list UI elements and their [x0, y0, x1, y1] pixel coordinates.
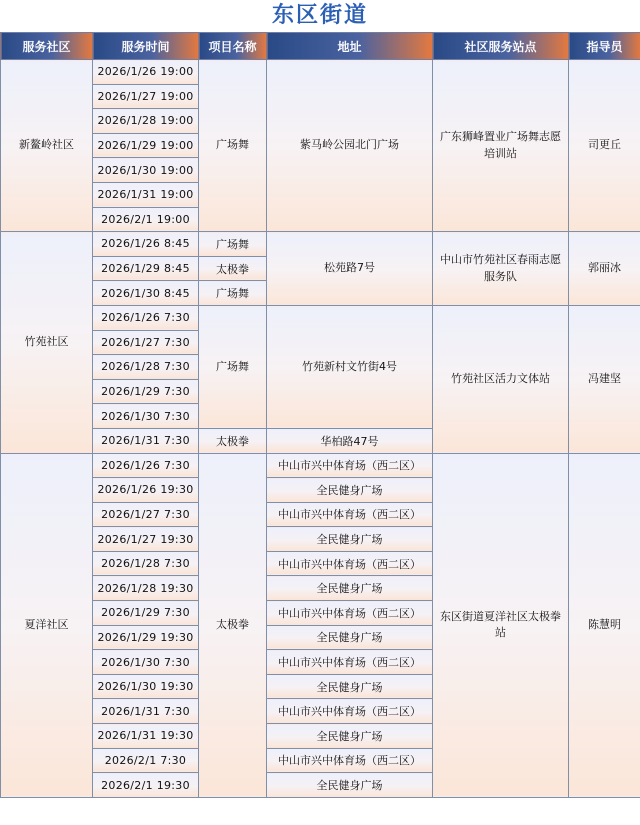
address-cell: 中山市兴中体育场（西二区） [267, 551, 433, 576]
time-cell: 2026/1/29 19:00 [93, 133, 199, 158]
time-cell: 2026/1/31 7:30 [93, 428, 199, 453]
address-cell: 全民健身广场 [267, 724, 433, 749]
address-cell: 华柏路47号 [267, 428, 433, 453]
header-community: 服务社区 [1, 33, 93, 60]
time-cell: 2026/1/26 19:30 [93, 478, 199, 503]
table-row [1, 60, 640, 85]
project-cell: 太极拳 [199, 453, 267, 797]
time-cell: 2026/1/29 8:45 [93, 256, 199, 281]
header-address: 地址 [267, 33, 433, 60]
community-cell: 新鳌岭社区 [1, 60, 93, 232]
address-cell: 全民健身广场 [267, 674, 433, 699]
header-instructor: 指导员 [569, 33, 640, 60]
time-cell: 2026/1/27 19:00 [93, 84, 199, 109]
project-cell: 广场舞 [199, 232, 267, 257]
community-cell: 夏洋社区 [1, 453, 93, 797]
time-cell: 2026/1/30 8:45 [93, 281, 199, 306]
address-cell: 全民健身广场 [267, 625, 433, 650]
address-cell: 全民健身广场 [267, 527, 433, 552]
address-cell: 中山市兴中体育场（西二区） [267, 453, 433, 478]
time-cell: 2026/1/28 7:30 [93, 551, 199, 576]
instructor-cell: 冯建坚 [569, 305, 640, 453]
time-cell: 2026/1/28 19:00 [93, 109, 199, 134]
header-row [1, 33, 640, 60]
instructor-cell: 郭丽冰 [569, 232, 640, 306]
table-row [1, 305, 640, 330]
time-cell: 2026/2/1 19:30 [93, 773, 199, 798]
instructor-cell: 司更丘 [569, 60, 640, 232]
time-cell: 2026/1/28 19:30 [93, 576, 199, 601]
project-cell: 太极拳 [199, 428, 267, 453]
project-cell: 太极拳 [199, 256, 267, 281]
address-cell: 中山市兴中体育场（西二区） [267, 748, 433, 773]
header-time: 服务时间 [93, 33, 199, 60]
time-cell: 2026/1/30 19:30 [93, 674, 199, 699]
table-row [1, 232, 640, 257]
time-cell: 2026/1/31 19:00 [93, 182, 199, 207]
time-cell: 2026/2/1 19:00 [93, 207, 199, 232]
address-cell: 竹苑新村文竹街4号 [267, 305, 433, 428]
time-cell: 2026/1/26 8:45 [93, 232, 199, 257]
time-cell: 2026/1/29 7:30 [93, 601, 199, 626]
address-cell: 中山市兴中体育场（西二区） [267, 601, 433, 626]
header-station: 社区服务站点 [433, 33, 569, 60]
time-cell: 2026/1/30 7:30 [93, 404, 199, 429]
time-cell: 2026/2/1 7:30 [93, 748, 199, 773]
time-cell: 2026/1/27 19:30 [93, 527, 199, 552]
station-cell: 竹苑社区活力文体站 [433, 305, 569, 453]
time-cell: 2026/1/26 7:30 [93, 305, 199, 330]
address-cell: 中山市兴中体育场（西二区） [267, 650, 433, 675]
table-row [1, 453, 640, 478]
station-cell: 广东狮峰置业广场舞志愿培训站 [433, 60, 569, 232]
instructor-cell: 陈慧明 [569, 453, 640, 797]
address-cell: 中山市兴中体育场（西二区） [267, 699, 433, 724]
address-cell: 全民健身广场 [267, 576, 433, 601]
time-cell: 2026/1/29 7:30 [93, 379, 199, 404]
table-body [1, 60, 640, 798]
time-cell: 2026/1/31 19:30 [93, 724, 199, 749]
address-cell: 中山市兴中体育场（西二区） [267, 502, 433, 527]
time-cell: 2026/1/29 19:30 [93, 625, 199, 650]
station-cell: 东区街道夏洋社区太极拳站 [433, 453, 569, 797]
project-cell: 广场舞 [199, 60, 267, 232]
address-cell: 松苑路7号 [267, 232, 433, 306]
address-cell: 紫马岭公园北门广场 [267, 60, 433, 232]
address-cell: 全民健身广场 [267, 773, 433, 798]
project-cell: 广场舞 [199, 281, 267, 306]
station-cell: 中山市竹苑社区春雨志愿服务队 [433, 232, 569, 306]
project-cell: 广场舞 [199, 305, 267, 428]
time-cell: 2026/1/26 19:00 [93, 60, 199, 85]
time-cell: 2026/1/26 7:30 [93, 453, 199, 478]
time-cell: 2026/1/27 7:30 [93, 330, 199, 355]
time-cell: 2026/1/30 7:30 [93, 650, 199, 675]
schedule-table [0, 32, 640, 798]
community-cell: 竹苑社区 [1, 232, 93, 453]
address-cell: 全民健身广场 [267, 478, 433, 503]
time-cell: 2026/1/27 7:30 [93, 502, 199, 527]
time-cell: 2026/1/28 7:30 [93, 355, 199, 380]
page-title: 东区街道 [271, 3, 368, 28]
time-cell: 2026/1/31 7:30 [93, 699, 199, 724]
header-project: 项目名称 [199, 33, 267, 60]
time-cell: 2026/1/30 19:00 [93, 158, 199, 183]
